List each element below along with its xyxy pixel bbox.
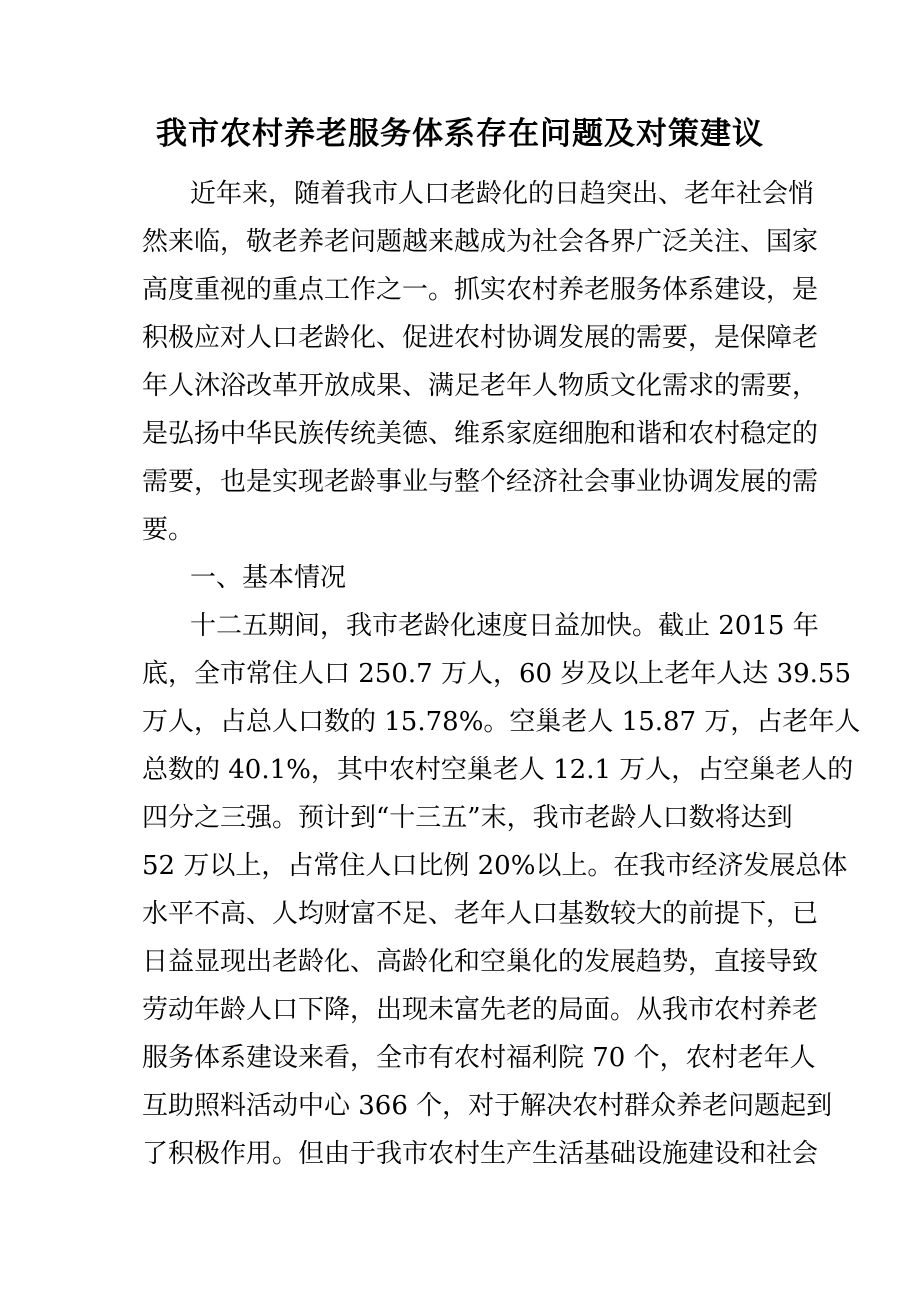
- paragraph-line: 总数的 40.1%，其中农村空巢老人 12.1 万人，占空巢老人的: [142, 755, 854, 785]
- paragraph-line: 互助照料活动中心 366 个，对于解决农村群众养老问题起到: [142, 1091, 833, 1121]
- paragraph-line: 52 万以上，占常住人口比例 20%以上。在我市经济发展总体: [142, 851, 848, 881]
- paragraph-line: 是弘扬中华民族传统美德、维系家庭细胞和谐和农村稳定的: [142, 419, 819, 449]
- paragraph-line: 年人沐浴改革开放成果、满足老年人物质文化需求的需要，: [142, 371, 819, 401]
- paragraph-line: 近年来，随着我市人口老龄化的日趋突出、老年社会悄: [190, 179, 815, 209]
- paragraph-line: 日益显现出老龄化、高龄化和空巢化的发展趋势，直接导致: [142, 947, 819, 977]
- paragraph-line: 要。: [142, 515, 195, 545]
- section-heading: 一、基本情况: [190, 563, 347, 593]
- paragraph-line: 水平不高、人均财富不足、老年人口基数较大的前提下，已: [142, 899, 819, 929]
- paragraph-line: 服务体系建设来看，全市有农村福利院 70 个，农村老年人: [142, 1043, 816, 1073]
- paragraph-line: 了积极作用。但由于我市农村生产生活基础设施建设和社会: [142, 1139, 819, 1169]
- paragraph-line: 然来临，敬老养老问题越来越成为社会各界广泛关注、国家: [142, 227, 819, 257]
- paragraph-line: 底，全市常住人口 250.7 万人，60 岁及以上老年人达 39.55: [142, 659, 852, 689]
- paragraph-line: 劳动年龄人口下降，出现未富先老的局面。从我市农村养老: [142, 995, 819, 1025]
- document-title: 我市农村养老服务体系存在问题及对策建议: [156, 116, 764, 152]
- paragraph-line: 万人，占总人口数的 15.78%。空巢老人 15.87 万，占老年人: [142, 707, 861, 737]
- paragraph-line: 积极应对人口老龄化、促进农村协调发展的需要，是保障老: [142, 323, 819, 353]
- paragraph-line: 十二五期间，我市老龄化速度日益加快。截止 2015 年: [190, 611, 819, 641]
- paragraph-line: 四分之三强。预计到“十三五”末，我市老龄人口数将达到: [142, 803, 793, 833]
- paragraph-line: 高度重视的重点工作之一。抓实农村养老服务体系建设，是: [142, 275, 819, 305]
- paragraph-line: 需要，也是实现老龄事业与整个经济社会事业协调发展的需: [142, 467, 819, 497]
